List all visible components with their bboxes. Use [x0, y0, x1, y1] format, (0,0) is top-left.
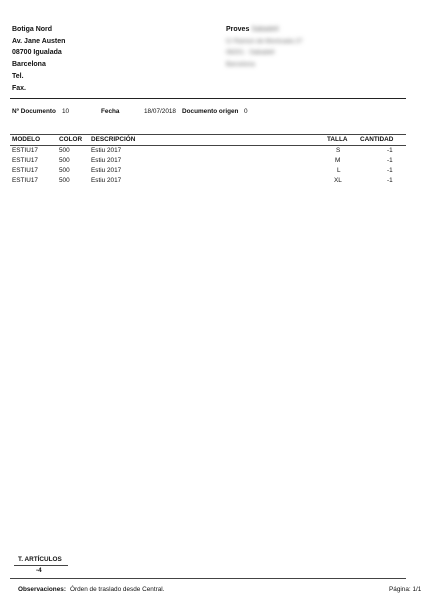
doc-date-value: 18/07/2018 [144, 108, 176, 115]
cell-modelo: ESTIU17 [12, 157, 38, 164]
cell-modelo: ESTIU17 [12, 147, 38, 154]
table-row [0, 167, 438, 176]
recipient-line2: 08201 - Sabadell [226, 49, 275, 56]
cell-talla: L [337, 167, 341, 174]
cell-descripcion: Estiu 2017 [91, 157, 122, 164]
observations-value: Órden de traslado desde Central. [70, 586, 165, 593]
total-articles-label: T. ARTÍCULOS [18, 556, 62, 563]
cell-color: 500 [59, 167, 70, 174]
cell-modelo: ESTIU17 [12, 177, 38, 184]
table-row [0, 147, 438, 156]
cell-modelo: ESTIU17 [12, 167, 38, 174]
recipient-line1: C/ Ramon de Montcada 27 [226, 38, 303, 45]
recipient-name-blurred: Sabadell [251, 26, 279, 33]
total-articles-value: -4 [36, 567, 42, 574]
table-header-rule [10, 145, 406, 146]
sender-city-zip: 08700 Igualada [12, 49, 62, 56]
page-number: Página: 1/1 [389, 586, 422, 593]
sender-tel-label: Tel. [12, 73, 24, 80]
header-divider [10, 98, 406, 99]
cell-color: 500 [59, 177, 70, 184]
cell-descripcion: Estiu 2017 [91, 167, 122, 174]
cell-cantidad: -1 [387, 147, 393, 154]
table-row [0, 177, 438, 186]
sender-name: Botiga Nord [12, 26, 53, 33]
cell-descripcion: Estiu 2017 [91, 147, 122, 154]
sender-fax-label: Fax. [12, 85, 27, 92]
col-header-color: COLOR [59, 136, 83, 143]
doc-origin-label: Documento origen [182, 108, 239, 115]
col-header-cantidad: CANTIDAD [360, 136, 394, 143]
total-articles-rule [14, 565, 68, 566]
cell-talla: XL [334, 177, 342, 184]
footer-divider [10, 578, 406, 579]
recipient-heading [226, 26, 279, 33]
cell-cantidad: -1 [387, 167, 393, 174]
cell-talla: S [336, 147, 341, 154]
sender-address: Av. Jane Austen [12, 38, 66, 45]
recipient-prefix: Proves [226, 26, 250, 33]
table-row [0, 157, 438, 166]
table-top-rule [10, 134, 406, 135]
doc-date-label: Fecha [101, 108, 120, 115]
recipient-line3: Barcelona [226, 61, 255, 68]
cell-color: 500 [59, 147, 70, 154]
doc-origin-value: 0 [244, 108, 248, 115]
cell-color: 500 [59, 157, 70, 164]
col-header-talla: TALLA [327, 136, 348, 143]
cell-cantidad: -1 [387, 177, 393, 184]
observations-label: Observaciones: [18, 586, 66, 593]
col-header-descripcion: DESCRIPCIÓN [91, 136, 136, 143]
cell-talla: M [335, 157, 341, 164]
cell-descripcion: Estiu 2017 [91, 177, 122, 184]
doc-number-label: Nº Documento [12, 108, 56, 115]
col-header-modelo: MODELO [12, 136, 41, 143]
sender-region: Barcelona [12, 61, 46, 68]
table-header-row [0, 136, 438, 145]
cell-cantidad: -1 [387, 157, 393, 164]
doc-number-value: 10 [62, 108, 70, 115]
